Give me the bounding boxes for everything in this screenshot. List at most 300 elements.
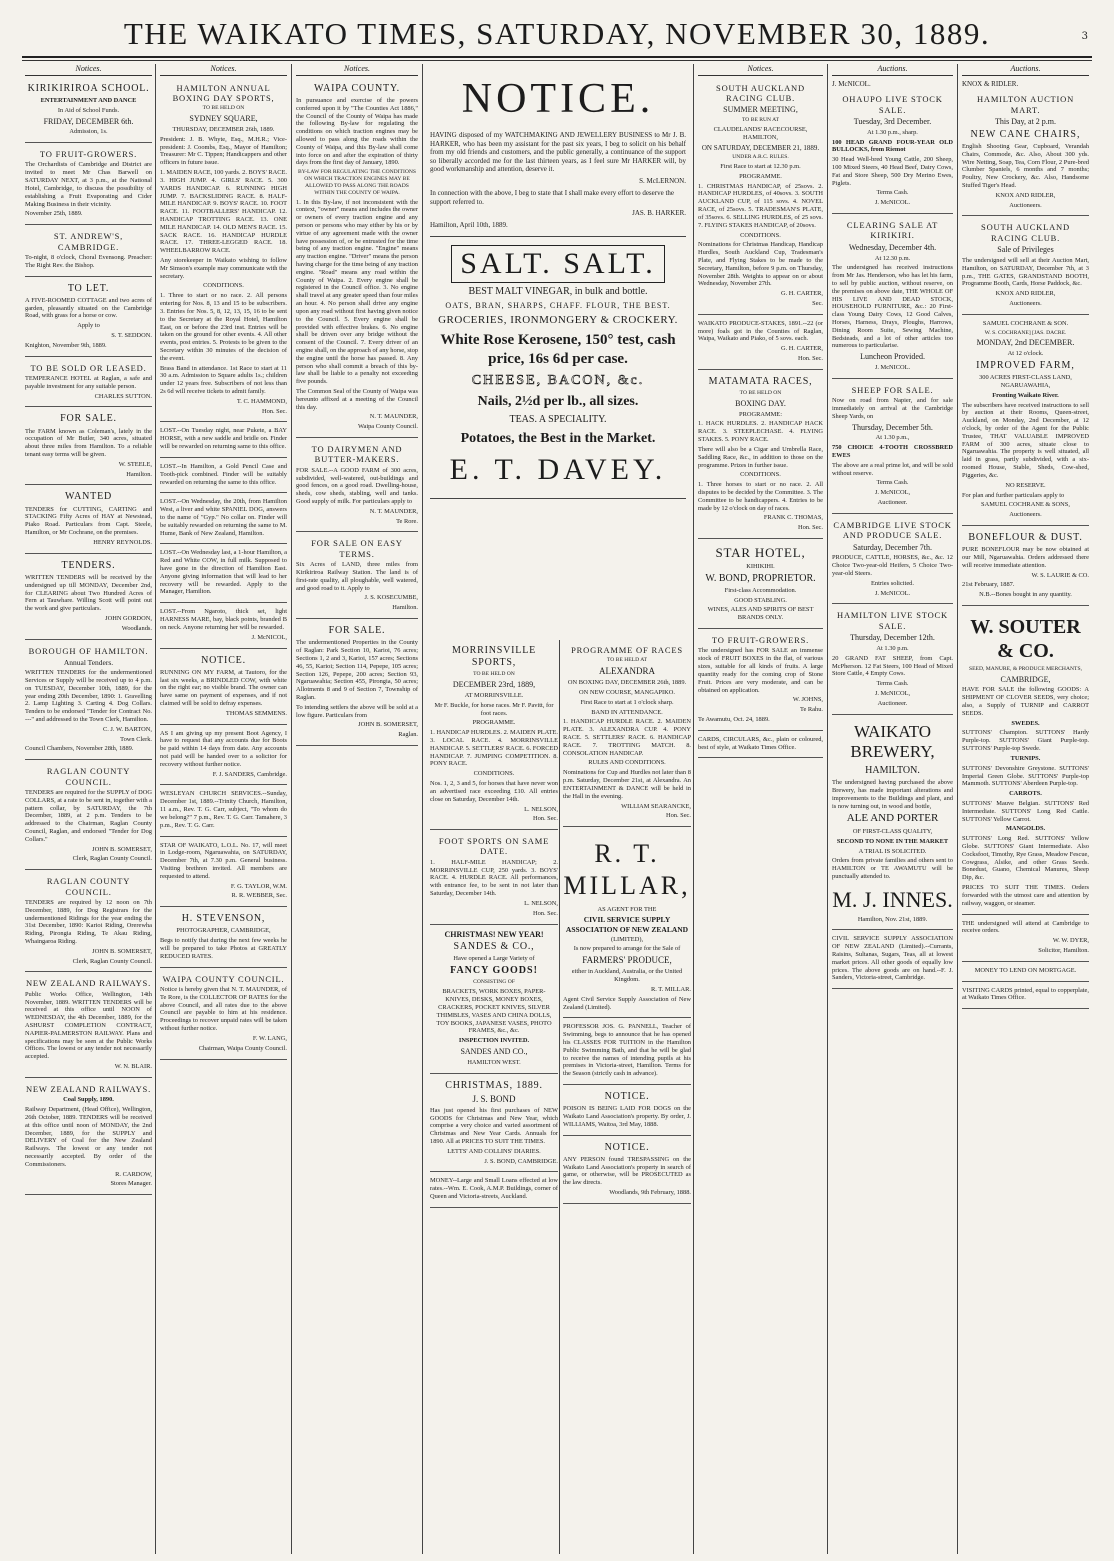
advert-signature: G. H. CARTER, xyxy=(780,290,823,298)
advert-sarc-privileges xyxy=(962,219,1089,314)
advert-signature: L. NELSON, xyxy=(524,899,558,907)
column-heading: Notices. xyxy=(296,64,418,76)
advert-ohaupo-sale xyxy=(832,91,953,214)
advert-list: SUTTONS' Long Red. SUTTONS' Yellow Globe. SUTTONS' Giant Intermediate. Also Cocksfoot, Timothy, Rye Grass, Meadow Fescue, Cowgrass, Alsike, and other Grass Seeds. Bonedust, Guano, Chemical Manures, Sheep Dip, &c. xyxy=(962,835,1089,882)
advert-signature: JAS. B. HARKER. xyxy=(632,209,686,218)
advert-subheading: CARROTS. xyxy=(1009,790,1042,798)
advert-list: SUTTONS' Champion. SUTTONS' Hardy Purple-top. SUTTONS' Giant Purple-top. SUTTONS' Purple-top Swede. xyxy=(962,729,1089,753)
advert-body: WAIKATO PRODUCE-STAKES, 1891.--22 (or more) foals got in the Counties of Raglan, Waipa, Waikato and Piako, of 5 sovs. each. xyxy=(698,319,823,343)
advert-place: AT MORRINSVILLE. xyxy=(464,691,524,699)
advert-body: PRODUCE, CATTLE, HORSES, &c., &c. 12 Choice Two-year-old Heifers, 5 Choice Two-year-old Steers. xyxy=(832,554,953,577)
advert-date: 21st February, 1887. xyxy=(962,581,1015,589)
advert-date: Wednesday, December 4th. xyxy=(848,242,937,252)
advert-subtitle: ENTERTAINMENT AND DANCE xyxy=(40,96,137,104)
advert-signature: T. C. HAMMOND, xyxy=(236,397,287,405)
page-number: 3 xyxy=(1081,31,1088,42)
advert-programme: 1. HANDICAP HURDLE RACE. 2. MAIDEN PLATE. 3. ALEXANDRA CUP. 4. PONY RACE. 5. SETTLERS' RACE. 6. HANDICAP RACE. 7. TROTTING MATCH. 8. CONSOLATION HANDICAP. xyxy=(563,718,691,757)
advert-body: LOST.--On Wednesday, the 20th, from Hamilton West, a liver and white SPANIEL DOG, answers to the name of "Gyp." No collar on. Finder will be suitably rewarded on returning the same to M. Hume, Bank of New Zealand, Hamilton. xyxy=(160,498,287,537)
advert-place: SYDNEY SQUARE, xyxy=(189,114,258,124)
advert-alexandra-races xyxy=(563,642,691,827)
advert-body: Notice is hereby given that N. T. MAUNDER, of Te Rore, is the COLLECTOR OF RATES for the above Council, and all rates due to the above Council are payable to him at his residence. Proceedings to recover unpaid rates will be taken without further notice. xyxy=(160,986,287,1033)
advert-line: Is now prepared to arrange for the Sale of xyxy=(573,945,681,953)
advert-body: 1. HALF-MILE HANDICAP; 2. MORRINSVILLE CUP, 250 yards. 3. BOYS' RACE. 4. HURDLE RACE. All performances, with entrance fee, to be sent in not later than Saturday, December 14th. xyxy=(430,858,558,898)
advert-subheading: RULES AND CONDITIONS. xyxy=(588,759,666,767)
advert-line: Have opened a Large Variety of xyxy=(453,955,535,963)
advert-role: Auctioneers. xyxy=(1009,201,1042,209)
advert-raglan-properties xyxy=(296,622,418,746)
advert-place: KIHIKIHI. xyxy=(746,562,775,570)
advert-body: Railway Department, (Head Office), Wellington, 26th October, 1889. TENDERS will be received at this office until noon of MONDAY, the 2nd December, 1889, for the SUPPLY and DELIVERY of Coal for the New Zealand Railways. The lowest or any tender not necessarily accepted. By order of the Commissioners. xyxy=(25,1106,152,1168)
advert-subtitle: TO BE HELD AT xyxy=(606,657,648,664)
masthead-rule-thin xyxy=(22,60,1092,61)
advert-title: ST. ANDREW'S, CAMBRIDGE. xyxy=(53,231,124,252)
advert-line: A TRIAL IS SOLICITED. xyxy=(858,847,927,855)
column-heading: Notices. xyxy=(698,64,823,76)
advert-title: H. STEVENSON, xyxy=(181,913,266,925)
advert-millar xyxy=(563,830,691,1018)
advert-date: Hamilton, April 10th, 1889. xyxy=(430,221,508,230)
advert-signature: WILLIAM SEARANCKE, xyxy=(621,802,691,810)
advert-title: NEW ZEALAND RAILWAYS. xyxy=(25,1083,151,1094)
advert-cochrane xyxy=(962,318,1089,526)
advert-place: Raglan. xyxy=(398,731,418,739)
advert-title: FOR SALE. xyxy=(328,625,386,637)
advert-signature: J. S. KOSECUMBE, xyxy=(364,594,418,602)
advert-programme: 1. CHRISTMAS HANDICAP, of 25sovs. 2. HANDICAP HURDLES, of 40sovs. 3. SOUTH AUCKLAND CUP, of 115 sovs. 4. NOVEL RACE, of 25sovs. 5. TRADESMAN'S PLATE, of 35sovs. 6. SELLING HURDLES, of 25 sovs. 7. FLYING STAKES HANDICAP, of 20sovs. xyxy=(698,182,823,229)
advert-place: Hamilton. xyxy=(392,604,418,612)
advert-body: The subscribers have received instructions to sell by auction at their Rooms, Queen-street, Auckland, on Monday, 2nd December, at 12 o'clock, by order of the Agent for the Public Trustee, THAT VALUABLE IMPROVED FARM of 300 acres, situate close to Ngaruawahia. The property is well situated, all laid in grass, partly subdivided, with a six-roomed House, Stable, Sheds, Cow-shed, Piggeries, &c. xyxy=(962,401,1089,479)
advert-body: POISON IS BEING LAID FOR DOGS on the Waikato Land Association's property. By order, J. WILLIAMS, Waitoa, 3rd May, 1888. xyxy=(563,1105,691,1128)
advert-signature: J. McNICOL, xyxy=(874,489,911,497)
advert-date: ON BOXING DAY, DECEMBER 26th, 1889. xyxy=(567,679,687,687)
advert-date: Hamilton, Nov. 21st, 1889. xyxy=(857,915,928,923)
advert-body: English Shooting Gear, Cupboard, Verandah Chairs, Commode, &c. Also, About 300 yds. Wire Netting, Soap, Tea, Corn Flour, 2 Pure-bred Clumber Spaniels, 6 months and 7 months; Poultry, New Crockery, &c. Also, Handsome Stuffed Tiger's Head. xyxy=(962,142,1089,189)
advert-date: Knighton, November 9th, 1889. xyxy=(25,341,107,349)
advert-body: BRACKETS, WORK BOXES, PAPER-KNIVES, DESKS, MONEY BOXES, CRACKERS, POCKET KNIVES, SILVER THIMBLES, VASES AND CHINA DOLLS, TOY BOOKS, JAPANESE VASES, PHOTO FRAMES, &c., &c. xyxy=(436,988,552,1035)
advert-sandes xyxy=(430,928,558,1074)
advert-role: Solicitor, Hamilton. xyxy=(1038,946,1089,954)
advert-place: Te Rahu. xyxy=(800,706,823,714)
column-6 xyxy=(695,64,826,1552)
advert-body: WESLEYAN CHURCH SERVICES.--Sunday, December 1st, 1889.--Trinity Church, Hamilton, 11 a.m., Rev. T. G. Carr, subject, "To whom do we belong?" 7 p.m., Rev. T. G. Carr. Tamahere, 3 p.m., Rev. T. G. Carr. xyxy=(160,790,287,829)
advert-role: Clerk, Raglan County Council. xyxy=(72,855,152,863)
advert-subheading: CONDITIONS. xyxy=(740,471,781,479)
auctioneer-name: J. McNICOL. xyxy=(832,79,871,88)
advert-signature: J. McNICOL. xyxy=(874,199,911,207)
advert-role: Hon. Sec. xyxy=(532,815,558,823)
advert-nz-railways-1 xyxy=(25,975,152,1077)
advert-title: SOUTH AUCKLAND RACING CLUB. xyxy=(981,222,1070,243)
advert-line: GROCERIES, IRONMONGERY & CROCKERY. xyxy=(438,314,678,327)
advert-line: First Race to start at 1 o'clock sharp. xyxy=(580,698,674,706)
advert-line: White Rose Kerosene, 150° test, cash price, 16s 6d per case. xyxy=(440,332,676,367)
advert-line: FARMERS' PRODUCE, xyxy=(582,955,672,966)
notice-title: NOTICE. xyxy=(461,76,655,122)
advert-title: KIRIKIRIROA SCHOOL. xyxy=(27,82,150,94)
lost-notice xyxy=(160,461,287,493)
advert-body: MONEY--Large and Small Loans effected at low rates.--Wm. E. Cook, A.M.P. Buildings, corner of Queen and Victoria-streets, Auckland. xyxy=(430,1177,558,1200)
advert-body: HAVING disposed of my WATCHMAKING AND JEWELLERY BUSINESS to Mr J. B. HARKER, who has been my assistant for the past six years, I beg to solicit on his behalf from my old friends and customers, and the public generally, a continuance of the support so liberally accorded me for the last thirteen years, as I feel sure Mr HARKER will, by good workmanship and attention, deserve it. xyxy=(430,131,686,174)
advert-body: President: J. B. Whyte, Esq., M.H.R.; Vice-president: J. Coombs, Esq., Mayor of Hamilton; Treasurer: Mr C. Tippen; Handicappers and other officers in future issue. xyxy=(160,135,287,167)
column-heading: Notices. xyxy=(25,64,152,76)
advert-title: STAR HOTEL, xyxy=(715,545,806,560)
advert-signature: J. McNICOL. xyxy=(874,589,911,597)
advert-signature: W. S. LAURIE & CO. xyxy=(1031,571,1089,579)
column-4a xyxy=(430,642,558,1211)
advert-matamata-races xyxy=(698,373,823,539)
advert-signature: SAMUEL COCHRANE & SONS, xyxy=(981,501,1070,509)
advert-easy-terms xyxy=(296,535,418,619)
advert-body: The FARM known as Coleman's, lately in the occupation of Mr Butler, 340 acres, situated about three miles from Hamilton. To a reliable tenant easy terms will be given. xyxy=(25,427,152,458)
advert-title: FOR SALE ON EASY TERMS. xyxy=(311,538,403,559)
advert-davey-store xyxy=(430,237,686,500)
advert-date: Tuesday, 3rd December. xyxy=(853,117,932,126)
advert-body: HAVE FOR SALE the following GOODS: A SHIPMENT OF CLOVER SEEDS, very choice; also, a Supply of TURNIP and CARROT SEEDS. xyxy=(962,686,1089,717)
advert-programme: 1. MAIDEN RACE, 100 yards. 2. BOYS' RACE. 3. HIGH JUMP. 4. GIRLS' RACE. 5. 300 YARDS HANDICAP. 6. RUNNING HIGH JUMP. 7. BACKSLIDING RACE. 8. HALF-MILE HANDICAP. 9. BOYS' RACE. 10. FOOT RACE. 11. FOOTBALLERS' HANDICAP. 12. HANDICAP TROTTING RACE. 13. ONE MILE HANDICAP. 14. OLD MEN'S RACE. 15. SACK RACE. 16. HANDICAP HURDLE RACE. 17. THREE-LEGGED RACE. 18. WHEELBARROW RACE. xyxy=(160,169,287,255)
advert-body: CIVIL SERVICE SUPPLY ASSOCIATION OF NEW ZEALAND (Limited).--Currants, Raisins, Sultanas, Sugars, Teas, all at lowest market prices. All other goods of equally low prices. The above goods are on hand.--F. J. Sanders, Victoria-street, Cambridge. xyxy=(832,935,953,982)
advert-subtitle: Coal Supply, 1890. xyxy=(63,1096,114,1104)
advert-signature: C. J. W. BARTON, xyxy=(102,725,152,733)
advert-subheading: PROGRAMME. xyxy=(739,172,782,180)
advert-boot-agency xyxy=(160,728,287,786)
masthead-rule xyxy=(22,56,1092,58)
advert-body: STAR OF WAIKATO, L.O.L. No. 17, will meet in Lodge-room, Ngaruawahia, on SATURDAY, December 7th, at 7.30 p.m. General business. Visiting brethren invited. All members are requested to attend. xyxy=(160,841,287,880)
advert-body: WRITTEN TENDERS will be received by the undersigned up till MONDAY, December 2nd, for CLEARING about Two Hundred Acres of Fern at Tauwhare. Willing Scott will point out the work and give particulars. xyxy=(25,573,152,613)
column-1 xyxy=(22,64,155,1552)
advert-waikato-brewery xyxy=(832,718,953,931)
advert-place: Hamilton. xyxy=(126,470,152,478)
advert-conditions: Nos. 1, 2, 3 and 5, for horses that have never won an advertised race exceeding £10. All entries close on Saturday, December 14th. xyxy=(430,780,558,803)
advert-signature: W. W. DYER, xyxy=(1052,937,1089,945)
advert-date: This Day, at 2 p.m. xyxy=(994,117,1057,126)
advert-title: SOUTH AUCKLAND RACING CLUB. xyxy=(716,82,805,104)
advert-to-let xyxy=(25,280,152,357)
advert-line: Terms Cash. xyxy=(876,189,909,197)
advert-body: In connection with the above, I beg to state that I shall make every effort to deserve the support referred to. xyxy=(430,189,675,206)
advert-title: WAIKATO BREWERY, xyxy=(850,721,935,762)
advert-line: At 12 o'clock. xyxy=(1007,350,1044,358)
advert-subheading: TURNIPS. xyxy=(1010,754,1041,762)
advert-signature: M. J. INNES. xyxy=(832,886,953,912)
advert-body: The undermentioned Properties in the County of Raglan: Park Section 10, Karioi, 76 acres; Sections 1, 2 and 3, Karioi, 157 acres; Sections 46, 55, Karioi; Section 114, Pepepe, 105 acres; Section 126, Pepepe, 200 acres; Section 93, Ngaruawahia; Section 455, Pirongia, 50 acres; Allotments 8 and 9 of Section 7, Township of Raglan. xyxy=(296,639,418,701)
advert-signature: J. McNICOL, xyxy=(251,633,287,641)
advert-waipa-council xyxy=(160,971,287,1060)
advert-body: PROFESSOR JOS. G. PANNELL, Teacher of Swimming, begs to announce that he has opened his CLASSES FOR TUITION in the Hamilton Public Swimming Bath, and that he will be glad to receive the names of intending pupils at his premises in Victoria-street, Hamilton. Terms for the Season (strictly cash in advance). xyxy=(563,1023,691,1078)
advert-date: DECEMBER 23rd, 1889, xyxy=(452,680,536,690)
advert-body: WRITTEN TENDERS for the undermentioned Services or Supply will be received up to 4 p.m. on TUESDAY, December 10th, 1889, for the year ending 20th December, 1890: 1. Gravelling 2. Lamp Lighting 3. Carting 4. Dog Collars. Tenders to be endorsed "Tender for Contract No. ---" and addressed to the Town Clerk, Hamilton. xyxy=(25,669,152,723)
masthead xyxy=(0,14,1114,54)
advert-line: BAND IN ATTENDANCE. xyxy=(591,708,663,716)
advert-line: At 1.30 p.m. xyxy=(876,644,909,652)
advert-date: Thursday, December 5th. xyxy=(852,422,933,432)
advert-body: Now on road from Napier, and for sale immediately on arrival at the Cambridge Sheep Yards, on xyxy=(832,397,953,420)
advert-subheading: CONDITIONS. xyxy=(203,282,244,290)
advert-body: LOST.--From Ngaroto, thick set, light HARNESS MARE, bay, black points, branded B on neck. Anyone returning her will be rewarded. xyxy=(160,608,287,631)
advert-signature: J. S. BOND xyxy=(472,1093,516,1104)
advert-signature: KNOX AND RIDLER, xyxy=(995,191,1056,199)
advert-body: Six Acres of LAND, three miles from Kirikiriroa Railway Station. The land is of first-rate quality, all ploughable, well watered, and good road to it. Apply to xyxy=(296,561,418,592)
advert-date: ON SATURDAY, DECEMBER 21, 1889. xyxy=(701,143,820,152)
advert-money-loans xyxy=(430,1175,558,1207)
advert-body: RUNNING ON MY FARM, at Tautoro, for the last six weeks, a BRINDLED COW, with white on the right ear; no visible brand. The owner can have same on payment of expenses, and if not claimed will be sold to defray expenses. xyxy=(160,668,287,707)
advert-signature: W. N. BLAIR. xyxy=(114,1063,152,1071)
advert-role: Stores Manager. xyxy=(110,1180,152,1188)
advert-conditions: Nominations for Cup and Hurdles not later than 8 p.m. Saturday, December 21st, at Alexandra. An ENTERTAINMENT & DANCE will be held in the Hall in the evening. xyxy=(563,769,691,800)
advert-line: TO BE RUN AT xyxy=(741,117,780,124)
advert-body: PURE BONEFLOUR may be now obtained at our Mill, Ngaruawahia. Orders addressed there will receive immediate attention. xyxy=(962,546,1089,569)
advert-body: TENDERS for CUTTING, CARTING and STACKING Fifty Acres of HAY at Newstead, Piako Road. Particulars from Capt. Steele, Hamilton, or Mr Cochrane, on the premises. xyxy=(25,505,152,537)
advert-date: BOXING DAY. xyxy=(735,398,786,408)
advert-line: At 12.30 p.m. xyxy=(874,254,911,262)
advert-role: Hon. Sec. xyxy=(261,407,287,415)
advert-line: CONSISTING OF xyxy=(473,979,515,986)
salt-heading xyxy=(430,245,686,284)
advert-date: THURSDAY, DECEMBER 26th, 1889. xyxy=(172,126,275,134)
advert-line: In Aid of School Funds. xyxy=(57,106,120,114)
advert-line: NEW CANE CHAIRS, xyxy=(970,128,1081,140)
advert-line: First Race to start at 12.30 p.m. xyxy=(720,163,801,170)
advert-line: GOOD STABLING. xyxy=(734,596,787,604)
advert-role: Auctioneers. xyxy=(1009,511,1042,519)
advert-signature: F. J. SANDERS, Cambridge. xyxy=(212,770,287,778)
advert-subtitle: Annual Tenders. xyxy=(63,657,114,667)
advert-role: Hon. Sec. xyxy=(532,909,558,917)
advert-programme: 1. HACK HURDLES. 2. HANDICAP HACK RACE. 3. STEEPLECHASE. 4. FLYING STAKES. 5. PONY RACE. xyxy=(698,420,823,444)
advert-body: TEMPERANCE HOTEL at Raglan, a safe and payable investment for any suitable person. xyxy=(25,374,152,390)
advert-title: CHRISTMAS, 1889. xyxy=(445,1079,543,1091)
advert-role: Agent Civil Service Supply Association of New Zealand (Limited). xyxy=(563,995,691,1011)
advert-line: INSPECTION INVITED. xyxy=(458,1037,530,1045)
advert-line: 300 ACRES FIRST-CLASS LAND, NGARUAWAHIA, xyxy=(979,374,1072,389)
advert-line: AS AGENT FOR THE xyxy=(597,905,657,913)
advert-date: Council Chambers, November 28th, 1889. xyxy=(25,745,134,753)
advert-fruit-growers xyxy=(25,146,152,225)
advert-body: Orders from private families and others sent to HAMILTON or TE AWAMUTU will be punctually attended to. xyxy=(832,857,953,880)
advert-signature: J. McNICOL. xyxy=(874,364,911,372)
advert-clearing-sale xyxy=(832,217,953,379)
advert-signature: JOHN GORDON, xyxy=(105,614,152,622)
advert-role: Sec. xyxy=(812,300,823,307)
advert-title: RAGLAN COUNTY COUNCIL. xyxy=(46,876,131,897)
advert-body: Public Works Office, Wellington, 14th November, 1889. WRITTEN TENDERS will be received at this office until NOON of WEDNESDAY, the 4th December, 1889, for the ASHURST COMPLETION CONTRACT, NAPIER-PALMERSTON RAILWAY. Plans and specifications may be seen at the Public Works Offices. The lowest or any tender not necessarily accepted. xyxy=(25,990,152,1061)
advert-body: The Common Seal of the County of Waipa was hereunto affixed at a meeting of the Council this day. xyxy=(296,388,418,411)
advert-kirikiriroa-school xyxy=(25,80,152,143)
advert-line: TEAS. A SPECIALITY. xyxy=(509,414,607,426)
auctioneer-name: KNOX & RIDLER. xyxy=(962,79,1019,88)
advert-signature: JOHN B. SOMERSET, xyxy=(92,845,152,853)
advert-hamilton-stock-sale xyxy=(832,607,953,714)
column-7 xyxy=(829,64,956,1552)
advert-subtitle: SUMMER MEETING, xyxy=(723,105,798,115)
davey-name: E. T. DAVEY. xyxy=(449,452,667,486)
advert-signature: W. BOND, PROPRIETOR. xyxy=(705,572,816,584)
advert-swimming xyxy=(563,1021,691,1085)
advert-morrinsville-sports xyxy=(430,642,558,830)
advert-wanted-tenders xyxy=(25,488,152,553)
advert-line: W. S. COCHRANE] [JAS. DACRE. xyxy=(984,329,1067,336)
advert-title: BOROUGH OF HAMILTON. xyxy=(28,645,149,656)
newspaper-title: THE WAIKATO TIMES, SATURDAY, NOVEMBER 30, 1889. xyxy=(123,16,991,51)
advert-temperance-hotel xyxy=(25,360,152,408)
advert-produce-stakes xyxy=(698,318,823,370)
advert-line: (LIMITED), xyxy=(610,935,644,943)
advert-star-hotel xyxy=(698,542,823,629)
advert-body: There will also be a Cigar and Umbrella Race, Saddling Race, &c., in addition to those on the programme. Prizes in further issue. xyxy=(698,445,823,469)
advert-date: FRIDAY, DECEMBER 6th. xyxy=(43,116,134,126)
advert-body: To intending settlers the above will be sold at a low figure. Particulars from xyxy=(296,703,418,719)
advert-date: Te Awamutu, Oct. 24, 1889. xyxy=(698,715,770,723)
column-heading: Notices. xyxy=(160,64,287,76)
advert-fruit-boxes xyxy=(698,632,823,731)
column-3 xyxy=(293,64,421,1552)
advert-line: Potatoes, the Best in the Market. xyxy=(460,431,656,447)
advert-line: Terms Cash. xyxy=(876,479,909,487)
column-separator xyxy=(693,64,694,1554)
advert-line: ON NEW COURSE, MANGAPIKO. xyxy=(579,688,675,696)
millar-name: R. T. MILLAR, xyxy=(563,839,691,900)
advert-body: 20 GRAND FAT SHEEP, from Capt. McPherson. 12 Fat Steers, 100 Head of Mixed Store Cattle, 4 Empty Cows. xyxy=(832,654,953,678)
advert-body: The above are a real prime lot, and will be sold without reserve. xyxy=(832,461,953,477)
advert-place: Woodlands. xyxy=(121,624,152,632)
advert-subheading: SWEDES. xyxy=(1011,719,1040,727)
advert-line: OF FIRST-CLASS QUALITY, xyxy=(852,827,933,835)
advert-auction-mart xyxy=(962,91,1089,216)
advert-attend xyxy=(962,918,1089,962)
advert-body: The undersigned having purchased the above Brewery, has made important alterations and improvements to the Buildings and plant, and is now turning out, in wood and bottle, xyxy=(832,779,953,810)
advert-st-andrews xyxy=(25,228,152,276)
advert-signature: J. S. BOND, CAMBRIDGE. xyxy=(484,1157,558,1165)
advert-waipa-county-bylaw xyxy=(296,80,418,438)
column-separator xyxy=(827,64,828,1554)
advert-title: BONEFLOUR & DUST. xyxy=(968,531,1083,543)
advert-title: NOTICE. xyxy=(604,1091,650,1103)
advert-title: NOTICE. xyxy=(604,1141,650,1153)
advert-role: Hon. Sec. xyxy=(797,524,823,532)
advert-line: OATS, BRAN, SHARPS, CHAFF. FLOUR, THE BEST. xyxy=(445,301,671,311)
advert-title: FOR SALE. xyxy=(60,413,117,425)
advert-body: LOST.--In Hamilton, a Gold Pencil Case and Tooth-pick combined. Finder will be suitably rewarded on returning the same to this office. xyxy=(160,462,287,486)
advert-place: Te Rore. xyxy=(396,517,418,525)
column-heading: Auctions. xyxy=(962,64,1089,76)
advert-title: FOOT SPORTS ON SAME DATE. xyxy=(438,836,550,857)
advert-programme: 1. HANDICAP HURDLES. 2. MAIDEN PLATE. 3. LOCAL RACE. 4. MORRINSVILLE HANDICAP. 5. SETTLERS' RACE. 6. FORCED HANDICAP. 7. JUMPING COMPETITION. 8. PONY RACE. xyxy=(430,729,558,768)
advert-signature: J. McNICOL, xyxy=(874,689,911,697)
advert-body: 30 Head Well-bred Young Cattle, 200 Sheep, 100 Mixed Steers, 40 Head Beef, Dairy Cows, Fat and Store Sheep, 500 Dry Merino Ewes, Piglets. xyxy=(832,156,953,187)
notice-watchmaking xyxy=(430,74,686,237)
column-8 xyxy=(959,64,1092,1552)
advert-civil-service xyxy=(832,933,953,989)
advert-title: HAMILTON AUCTION MART. xyxy=(976,94,1075,115)
advert-body: The Orchardists of Cambridge and District are invited to meet Mr Chas Barwell on SATURDAY NEXT, at 3 p.m., at the National Hotel, Cambridge, to discuss the possibility of establishing a Fruit Evaporating and Cider Making Business in their vicinity. xyxy=(25,161,152,208)
advert-title: WAIPA COUNTY COUNCIL. xyxy=(162,973,285,984)
advert-role: Town Clerk. xyxy=(120,735,152,743)
advert-line: UNDER A.R.C. RULES. xyxy=(732,154,789,161)
advert-title: CLEARING SALE AT KIRIKIRI. xyxy=(846,220,939,241)
advert-star-of-waikato xyxy=(160,840,287,908)
lost-notice xyxy=(160,606,287,648)
advert-title: TO FRUIT-GROWERS. xyxy=(711,635,810,646)
advert-line: First-class Accommodation. xyxy=(724,586,797,594)
column-5 xyxy=(563,642,691,1207)
advert-place: HAMILTON. xyxy=(865,765,920,777)
advert-role: Hon. Sec. xyxy=(665,812,691,820)
column-separator xyxy=(291,64,292,1554)
advert-body: Begs to notify that during the next few weeks he will be prepared to take Photos at GREATLY REDUCED RATES. xyxy=(160,937,287,960)
advert-role: Clerk, Raglan County Council. xyxy=(72,957,152,965)
advert-signature: HENRY REYNOLDS. xyxy=(93,538,152,546)
advert-line: SECOND TO NONE IN THE MARKET xyxy=(836,837,949,845)
advert-line: Fronting Waikato River. xyxy=(992,391,1059,399)
advert-south-auckland-racing xyxy=(698,80,823,315)
advert-signature: FRANK C. THOMAS, xyxy=(763,514,823,522)
advert-date: Thursday, December 12th. xyxy=(850,633,935,643)
advert-farm-for-sale xyxy=(25,410,152,485)
advert-subtitle: TO BE HELD ON xyxy=(739,390,782,397)
advert-role: Hon. Sec. xyxy=(797,355,823,363)
advert-signature: R. R. WEBBER, Sec. xyxy=(231,892,287,900)
advert-title: HAMILTON LIVE STOCK SALE. xyxy=(837,610,948,631)
advert-body: Mr F. Buckle, for horse races. Mr F. Pavitt, for foot races. xyxy=(434,701,554,717)
advert-line: Luncheon Provided. xyxy=(860,352,925,362)
advert-signature: N. T. MAUNDER, xyxy=(369,507,418,515)
advert-body: The undersigned has FOR SALE an immense stock of FRUIT BOXES in the flat, of various sizes, suitable for all kinds of fruits. A large quantity ready for the coming crop of Stone Fruit. Prices are very moderate, and can be obtained on application. xyxy=(698,647,823,694)
column-2 xyxy=(157,64,290,1552)
advert-souter xyxy=(962,609,1089,914)
advert-banner: CHRISTMAS! NEW YEAR! xyxy=(444,929,544,939)
salt-title: SALT. SALT. xyxy=(451,245,665,284)
advert-body: PRICES TO SUIT THE TIMES. Orders forwarded with the utmost care and attention by railway, waggon, or steamer. xyxy=(962,884,1089,907)
advert-line: ALE AND PORTER xyxy=(846,812,939,825)
advert-signature: THOMAS SEMMENS. xyxy=(225,709,287,717)
advert-note: Any storekeeper in Waikato wishing to follow Mr Simson's example may communicate with the secretary. xyxy=(160,257,287,280)
advert-subtitle: TO BE HELD ON xyxy=(202,105,245,112)
advert-title: TO BE SOLD OR LEASED. xyxy=(30,362,147,373)
advert-signature: R. T. MILLAR. xyxy=(650,985,691,993)
advert-subheading: CONDITIONS. xyxy=(740,231,781,239)
advert-subheading: BY-LAW FOR REGULATING THE CONDITIONS ON WHICH TRACTION ENGINES MAY BE ALLOWED TO PASS ALONG THE ROADS WITHIN THE COUNTY OF WAIPA. xyxy=(297,169,417,196)
advert-title: WANTED xyxy=(64,491,112,503)
advert-cards xyxy=(698,734,823,759)
advert-boxing-day-sports xyxy=(160,80,287,423)
advert-title: PROGRAMME OF RACES xyxy=(571,645,683,655)
advert-title: RAGLAN COUNTY COUNCIL. xyxy=(46,766,131,787)
advert-line: LETTS' AND COLLINS' DIARIES. xyxy=(447,1147,541,1155)
advert-role: Chairman, Waipa County Council. xyxy=(198,1044,287,1052)
advert-subtitle: TO BE HELD ON xyxy=(473,671,515,678)
advert-place: ALEXANDRA xyxy=(599,666,655,677)
advert-conditions: 1. Three to start or no race. 2. All persons entering for Nos. 8, 13 and 15 to be subscribers. 3. Entries for Nos. 5, 8, 12, 13, 15, 16 to be sent to the Secretary at the Royal Hotel, Hamilton East, on or before the 23rd inst. Entries will be taken on the ground for other events. 4. All other events, post entries. 5. Protests to be given to the Secretary within 30 minutes of the decision of the event. xyxy=(160,292,287,362)
advert-role: Auctioneers. xyxy=(1009,299,1042,307)
advert-subheading: PROGRAMME: xyxy=(739,410,782,418)
advert-line: WINES, ALES AND SPIRITS OF BEST BRANDS ONLY. xyxy=(707,606,814,622)
advert-notice-trespass xyxy=(563,1139,691,1204)
lost-notice xyxy=(160,425,287,457)
advert-conditions: 1. Three horses to start or no race. 2. All disputes to be decided by the Committee. 3. The Committee to be handicappers. 4. Entries to be made by 12 o'clock on day of races. xyxy=(698,481,823,512)
advert-line: Apply to xyxy=(77,322,100,330)
advert-list: SUTTONS' Mauve Belgian. SUTTONS' Red Intermediate. SUTTONS' Long Red Cattle. SUTTONS' Yellow Carrot. xyxy=(962,799,1089,823)
advert-role: Waipa County Council. xyxy=(357,423,418,431)
advert-list: SUTTONS' Devonshire Greystone. SUTTONS' Imperial Green Globe. SUTTONS' Purple-top Mammoth. SUTTONS' Aberdeen Purple-top. xyxy=(962,764,1089,788)
advert-signature: SANDES AND CO., xyxy=(460,1046,528,1056)
advert-body: CARDS, CIRCULARS, &c., plain or coloured, best of style, at Waikato Times Office. xyxy=(698,735,823,751)
advert-line: NO RESERVE. xyxy=(1005,481,1046,489)
advert-line: CIVIL SERVICE SUPPLY ASSOCIATION OF NEW ZEALAND xyxy=(565,915,689,934)
advert-title: OHAUPO LIVE STOCK SALE. xyxy=(842,94,943,115)
advert-body: To-night, 8 o'clock, Choral Evensong. Preacher: The Right Rev. the Bishop. xyxy=(25,253,152,269)
advert-body: The undersigned has received instructions from Mr Jas. Henderson, who has let his farm, to sell by public auction, without reserve, on the premises on above date, THE WHOLE OF HIS LIVE AND DEAD STOCK, HOUSEHOLD FURNITURE, &c.: 20 First-class Young Dairy Cows, 12 Good Calves, Horses, Harness, Drays, Ploughs, Harrows, Dining Room Suite, Sewing Machine, Bedsteads, and a lot of other articles too numerous to particularise. xyxy=(832,264,953,350)
advert-signature: G. H. CARTER, xyxy=(780,345,823,353)
advert-title: CAMBRIDGE LIVE STOCK AND PRODUCE SALE. xyxy=(833,519,952,541)
